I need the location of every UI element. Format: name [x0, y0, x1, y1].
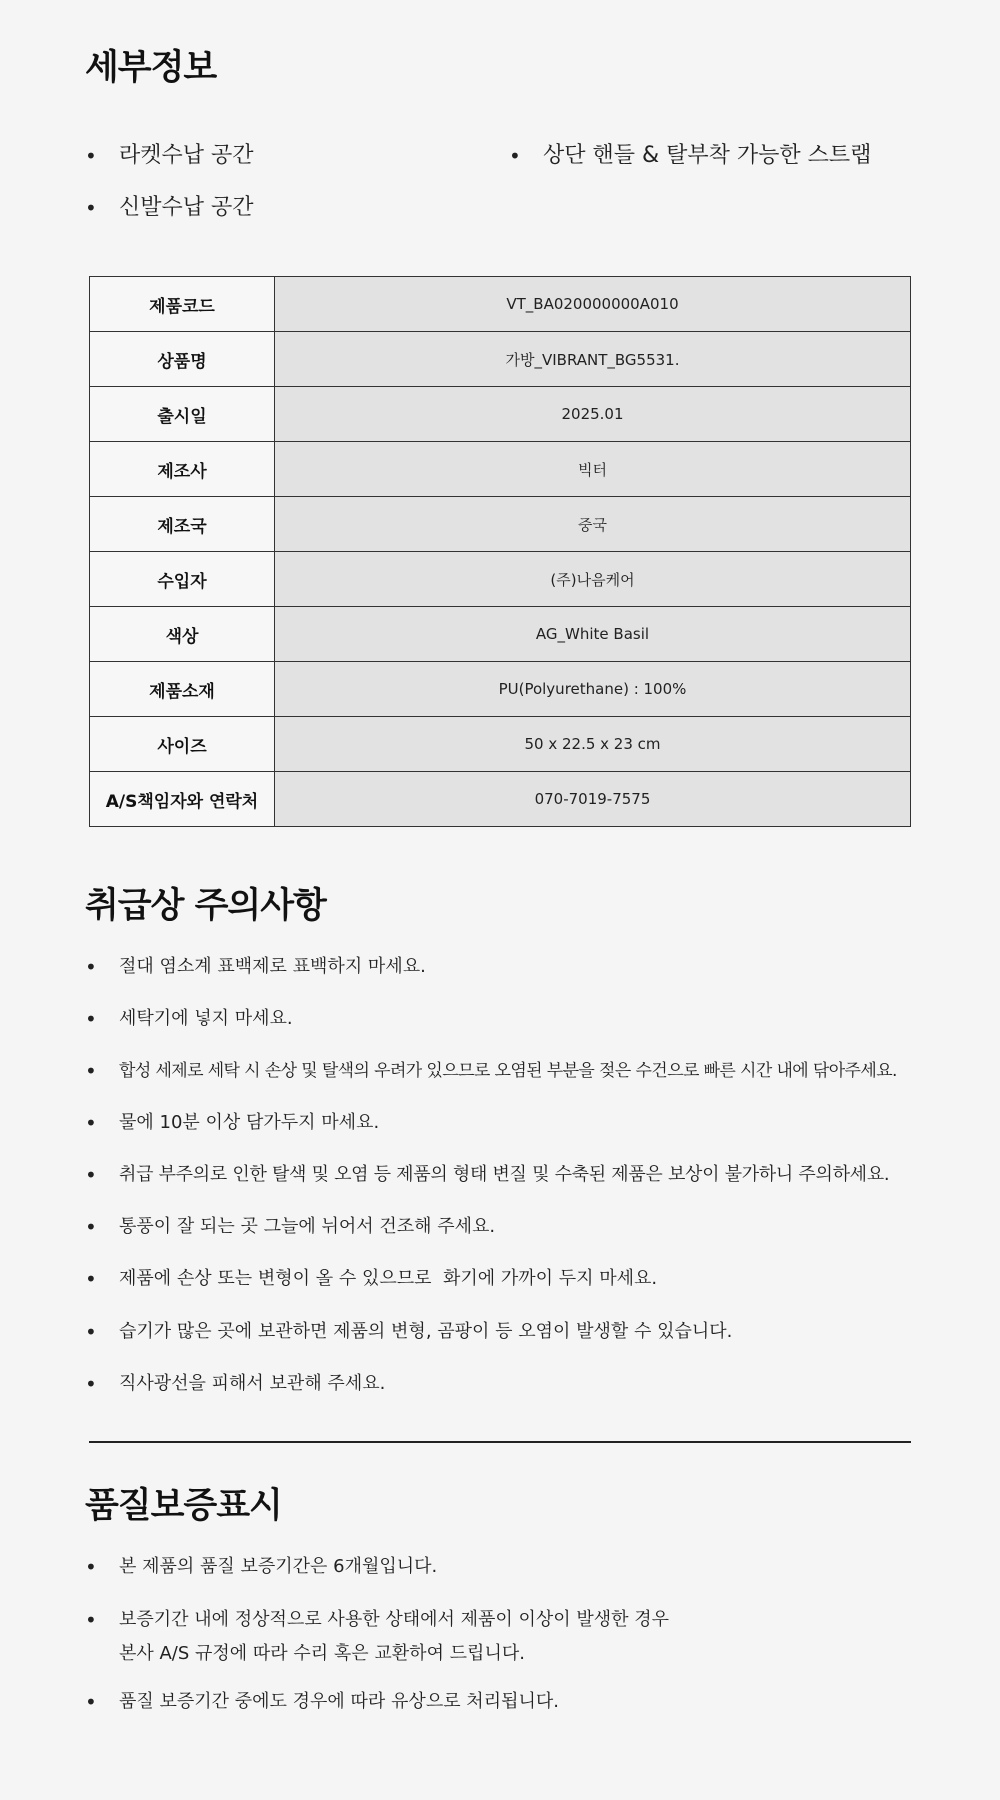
- spec-label: 수입자: [90, 552, 275, 607]
- warranty-item: [85, 1606, 669, 1668]
- care-item: [85, 1318, 732, 1346]
- care-text: 세탁기에 넣지 마세요.: [119, 1008, 293, 1029]
- spec-value: 가방_VIBRANT_BG5531.: [275, 332, 911, 387]
- care-text: 취급 부주의로 인한 탈색 및 오염 등 제품의 형태 변질 및 수축된 제품은 보상이 불가하니 주의하세요.: [119, 1164, 890, 1185]
- bullet-icon: •: [85, 1320, 97, 1344]
- spec-label: 사이즈: [90, 717, 275, 772]
- care-text: 절대 염소계 표백제로 표백하지 마세요.: [119, 956, 426, 977]
- spec-label: 제조사: [90, 442, 275, 497]
- care-item: [85, 1109, 379, 1137]
- care-text: 합성 세제로 세탁 시 손상 및 탈색의 우려가 있으므로 오염된 부분을 젖은 수건으로 빠른 시간 내에 닦아주세요.: [119, 1061, 897, 1081]
- bullet-icon: •: [85, 144, 97, 168]
- table-row: [90, 607, 911, 662]
- care-text: 물에 10분 이상 담가두지 마세요.: [119, 1112, 380, 1133]
- spec-value: 070-7019-7575: [275, 772, 911, 827]
- spec-label: 제품소재: [90, 662, 275, 717]
- details-title: 세부정보: [85, 48, 217, 88]
- care-item: [85, 1161, 889, 1189]
- bullet-icon: •: [85, 1111, 97, 1135]
- warranty-text-line: 본사 A/S 규정에 따라 수리 혹은 교환하여 드립니다.: [119, 1643, 525, 1664]
- table-row: [90, 332, 911, 387]
- feature-label: 신발수납 공간: [119, 195, 254, 220]
- care-item: [85, 1005, 293, 1033]
- spec-value: AG_White Basil: [275, 607, 911, 662]
- warranty-text: 품질 보증기간 중에도 경우에 따라 유상으로 처리됩니다.: [119, 1691, 559, 1712]
- spec-label: 상품명: [90, 332, 275, 387]
- spec-value: 빅터: [275, 442, 911, 497]
- bullet-icon: •: [85, 1555, 97, 1579]
- spec-label: 제품코드: [90, 277, 275, 332]
- care-text: 습기가 많은 곳에 보관하면 제품의 변형, 곰팡이 등 오염이 발생할 수 있습니다.: [119, 1321, 733, 1342]
- care-text: 제품에 손상 또는 변형이 올 수 있으므로 화기에 가까이 두지 마세요.: [119, 1268, 658, 1289]
- feature-item: [85, 141, 254, 171]
- warranty-text-line: 보증기간 내에 정상적으로 사용한 상태에서 제품이 이상이 발생한 경우: [119, 1609, 670, 1630]
- table-row: [90, 662, 911, 717]
- feature-item: [509, 141, 871, 171]
- spec-label: 제조국: [90, 497, 275, 552]
- table-row: [90, 772, 911, 827]
- spec-value: PU(Polyurethane) : 100%: [275, 662, 911, 717]
- spec-value: 중국: [275, 497, 911, 552]
- bullet-icon: •: [85, 1215, 97, 1239]
- spec-value: (주)나음케어: [275, 552, 911, 607]
- spec-label: A/S책임자와 연락처: [90, 772, 275, 827]
- care-item: [85, 1213, 495, 1241]
- table-row: [90, 387, 911, 442]
- warranty-item: [85, 1553, 437, 1581]
- table-row: [90, 717, 911, 772]
- care-title: 취급상 주의사항: [85, 886, 326, 926]
- table-row: [90, 497, 911, 552]
- warranty-item: [85, 1688, 559, 1716]
- bullet-icon: •: [85, 1059, 97, 1083]
- bullet-icon: •: [509, 144, 521, 168]
- bullet-icon: •: [85, 1007, 97, 1031]
- care-item: [85, 1265, 657, 1293]
- spec-value: 2025.01: [275, 387, 911, 442]
- care-item: [85, 953, 426, 981]
- bullet-icon: •: [85, 196, 97, 220]
- care-text: 통풍이 잘 되는 곳 그늘에 뉘어서 건조해 주세요.: [119, 1216, 496, 1237]
- spec-label: 색상: [90, 607, 275, 662]
- feature-label: 라켓수납 공간: [119, 143, 254, 168]
- feature-label: 상단 핸들 & 탈부착 가능한 스트랩: [543, 143, 872, 168]
- warranty-text-block: [119, 1606, 669, 1668]
- warranty-title: 품질보증표시: [85, 1486, 282, 1526]
- table-row: [90, 442, 911, 497]
- table-row: [90, 277, 911, 332]
- bullet-icon: •: [85, 1608, 97, 1632]
- bullet-icon: •: [85, 1690, 97, 1714]
- bullet-icon: •: [85, 1267, 97, 1291]
- bullet-icon: •: [85, 1163, 97, 1187]
- table-row: [90, 552, 911, 607]
- section-divider: [89, 1441, 911, 1443]
- feature-item: [85, 193, 254, 223]
- care-item: [85, 1370, 385, 1398]
- bullet-icon: •: [85, 1372, 97, 1396]
- spec-table: [89, 276, 911, 827]
- spec-value: 50 x 22.5 x 23 cm: [275, 717, 911, 772]
- spec-label: 출시일: [90, 387, 275, 442]
- warranty-text: 본 제품의 품질 보증기간은 6개월입니다.: [119, 1556, 438, 1577]
- spec-value: VT_BA020000000A010: [275, 277, 911, 332]
- care-item: [85, 1057, 897, 1085]
- care-text: 직사광선을 피해서 보관해 주세요.: [119, 1373, 386, 1394]
- bullet-icon: •: [85, 955, 97, 979]
